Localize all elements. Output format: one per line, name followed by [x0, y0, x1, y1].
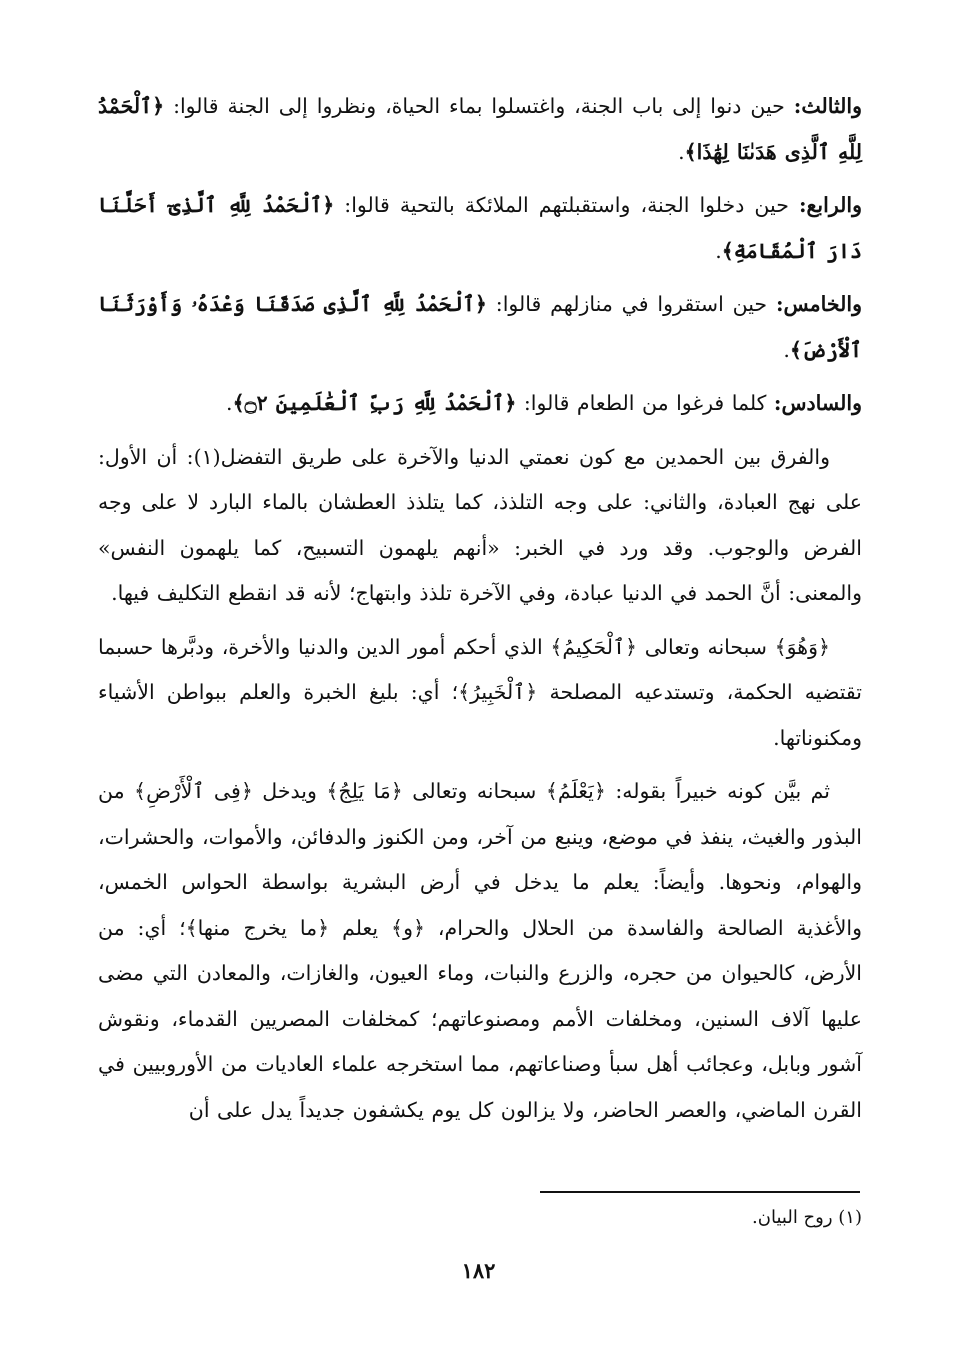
- paragraph-sixth: [98, 381, 862, 427]
- paragraph-text: والفرق بين الحمدين مع كون نعمتي الدنيا والآخرة على طريق التفضل(١): أن الأول: على نهج العبادة، والثاني: على وجه التلذذ، كما يتلذذ العطشان بالماء البارد لا على وجه الفرض والوجوب. وقد ورد في الخبر: «أنهم يلهمون التسبيح، كما يلهمون النفس» والمعنى: أنَّ الحمد في الدنيا عبادة، وفي الآخرة تلذذ وابتهاج؛ لأنه قد انقطع التكليف فيها.: [98, 444, 862, 605]
- quran-verse: ﴿ٱلْحَمْدُ لِلَّهِ ٱلَّذِىٓ أَحَلَّنَا دَارَ ٱلْمُقَامَةِ﴾: [98, 193, 862, 263]
- paragraph-lead: والسادس:: [773, 391, 862, 415]
- paragraph-lead: والرابع:: [798, 193, 862, 217]
- paragraph-tail: .: [715, 238, 722, 263]
- paragraph-fifth: [98, 282, 862, 373]
- page-number: ١٨٢: [461, 1258, 496, 1283]
- footnote: (١) روح البيان.: [752, 1207, 862, 1228]
- paragraph-text: حين دخلوا الجنة، واستقبلتهم الملائكة بالتحية قالوا:: [334, 193, 799, 217]
- paragraph-knows: [98, 769, 862, 1133]
- paragraph-text: ﴿وَهُوَ﴾ سبحانه وتعالى ﴿ٱلْحَكِيمُ﴾ الذي أحكم أمور الدين والدنيا والأخرة، ودبَّرها حسبما تقتضيه الحكمة، وتستدعيه المصلحة ﴿ٱلْخَبِيرُ﴾؛ أي: بليغ الخبرة والعلم ببواطن الأشياء ومكنوناتها.: [98, 634, 862, 750]
- quran-verse: ﴿ٱلْحَمْدُ لِلَّهِ ٱلَّذِى هَدَىٰنَا لِهَٰذَا﴾: [98, 94, 862, 164]
- footnote-divider: [540, 1191, 860, 1193]
- paragraph-lead: والخامس:: [775, 292, 862, 316]
- paragraph-lead: والثالث:: [793, 94, 862, 118]
- paragraph-tail: .: [678, 139, 685, 164]
- paragraph-fourth: [98, 183, 862, 274]
- paragraph-tail: .: [783, 337, 790, 362]
- paragraph-text: ثم بيَّن كونه خبيراً بقوله: ﴿يَعْلَمُ﴾ سبحانه وتعالى ﴿مَا يَلِجُ﴾ ويدخل ﴿فِى ٱلْأَرْضِ﴾ من البذور والغيث، ينفذ في موضع، وينبع من آخر، ومن الكنوز والدفائن، والأموات، والحشرات، والهوام، ونحوها. وأيضاً: يعلم ما يدخل في أرض البشرية بواسطة الحواس الخمس، والأغذية الصالحة والفاسدة من الحلال والحرام، ﴿و﴾ يعلم ﴿ما يخرج منها﴾؛ أي: من الأرض، كالحيوان من حجره، والزرع والنبات، وماء العيون، والغازات، والمعادن التي مضى عليها آلاف السنين، ومخلفات الأمم ومصنوعاتهم؛ كمخلفات المصريين القدماء، ونقوش آشور وبابل، وعجائب أهل سبأ وصناعاتهم، مما استخرجه علماء العاديات من الأوروبيين في القرن الماضي، والعصر الحاضر، ولا يزالون كل يوم يكشفون جديداً يدل على أن: [98, 779, 862, 1122]
- paragraph-text: حين استقروا في منازلهم قالوا:: [486, 292, 776, 316]
- paragraph-text: كلما فرغوا من الطعام قالوا:: [516, 391, 774, 415]
- paragraph-third: [98, 84, 862, 175]
- paragraph-difference: [98, 435, 862, 617]
- paragraph-wise: [98, 625, 862, 762]
- quran-verse: ﴿ٱلْحَمْدُ لِلَّهِ ٱلَّذِى صَدَقَنَا وَعْدَهُۥ وَأَوْرَثَنَا ٱلْأَرْضَ﴾: [98, 292, 862, 362]
- paragraph-text: حين دنوا إلى باب الجنة، واغتسلوا بماء الحياة، ونظروا إلى الجنة قالوا:: [164, 94, 794, 118]
- paragraph-tail: .: [226, 391, 233, 415]
- quran-verse: ﴿ٱلْحَمْدُ لِلَّهِ رَبِّ ٱلْعَٰلَمِينَ ۝٢﴾: [232, 391, 517, 415]
